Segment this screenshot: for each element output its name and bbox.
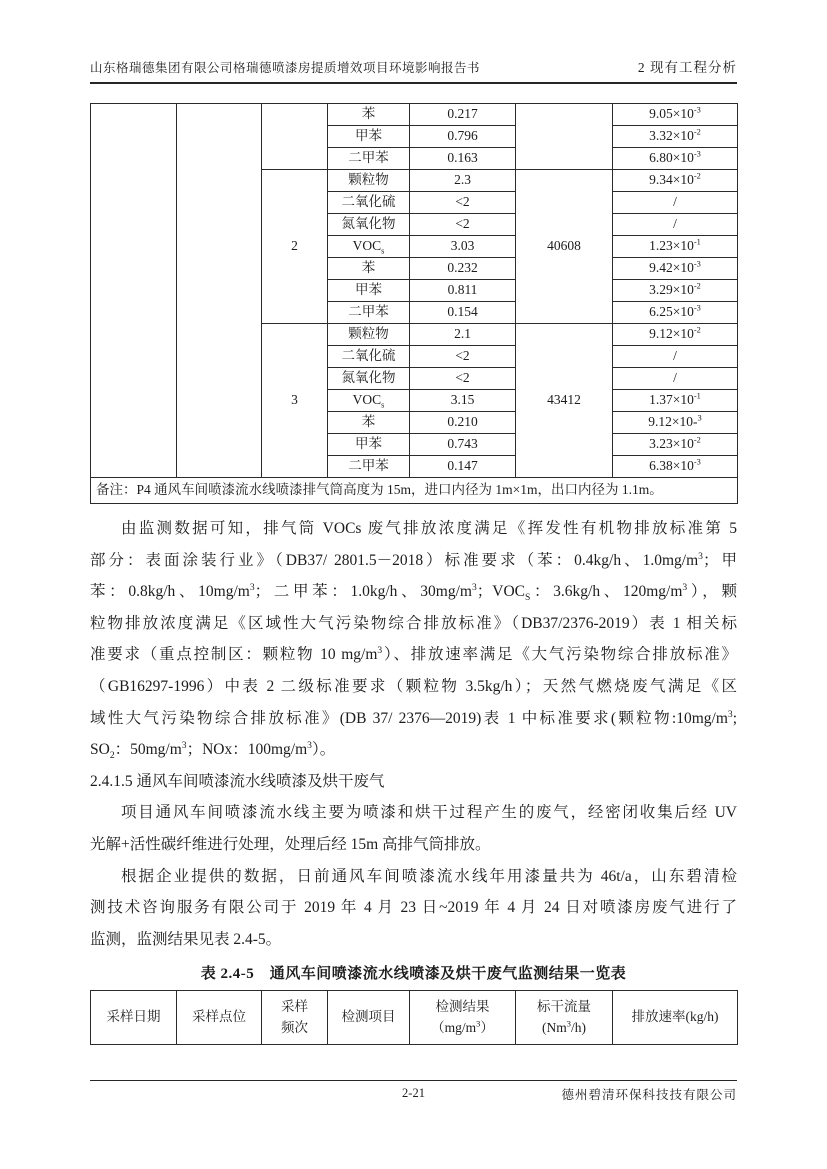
result-cell: 0.217 bbox=[410, 104, 516, 126]
result-cell: <2 bbox=[410, 214, 516, 236]
rate-cell: $9.12\times 10^{-2}$ bbox=[613, 324, 738, 346]
rate-cell: $9.34\times 10^{-2}$ bbox=[613, 170, 738, 192]
header-chapter: 2 现有工程分析 bbox=[637, 60, 737, 75]
page-content bbox=[90, 103, 737, 1045]
sample-point-cell bbox=[177, 104, 262, 478]
text-line: 由监测数据可知，排气筒 VOCs 废气排放浓度满足《挥发性有机物排放标准第 5 bbox=[121, 520, 737, 537]
column-header: 采样 频次 bbox=[262, 991, 328, 1045]
result-table-header-row bbox=[91, 991, 738, 1045]
item-cell: 二氧化硫 bbox=[328, 192, 410, 214]
rate-cell: $6.38\times 10^{-3}$ bbox=[613, 456, 738, 478]
page-number: 2-21 bbox=[402, 1086, 425, 1100]
result-cell: <2 bbox=[410, 368, 516, 390]
rate-cell: / bbox=[613, 346, 738, 368]
rate-cell: / bbox=[613, 214, 738, 236]
footer-company-name: 德州碧清环保科技技有限公司 bbox=[561, 1088, 737, 1102]
column-header: 采样点位 bbox=[177, 991, 262, 1045]
text-line: 测技术咨询服务有限公司于 2019 年 4 月 23 日~2019 年 4 月 24 日对喷漆房废气进行了 bbox=[90, 899, 737, 917]
text-line: 项目通风车间喷漆流水线主要为喷漆和烘干过程产生的废气，经密闭收集后经 UV bbox=[121, 804, 737, 822]
item-cell: 氮氧化物 bbox=[328, 368, 410, 390]
frequency-cell: 2 bbox=[262, 170, 328, 324]
item-cell: 甲苯 bbox=[328, 434, 410, 456]
column-header: 排放速率(kg/h) bbox=[613, 991, 738, 1045]
result-cell: 2.3 bbox=[410, 170, 516, 192]
item-cell: $VOC_s$ bbox=[328, 390, 410, 412]
text-line: 部分：表面涂装行业》（DB37/ 2801.5－2018）标准要求（苯：0.4kg/h、$1.0mg/m^3$；甲 bbox=[90, 550, 737, 569]
flow-cell: 40608 bbox=[516, 170, 613, 324]
column-header: 采样日期 bbox=[91, 991, 177, 1045]
result-table-2-4-5 bbox=[90, 990, 738, 1045]
item-cell: 二氧化硫 bbox=[328, 346, 410, 368]
text-line: 根据企业提供的数据，日前通风车间喷漆流水线年用漆量共为 46t/a，山东碧清检 bbox=[121, 867, 737, 885]
column-header: 检测结果 $(mg/m^3)$ bbox=[410, 991, 516, 1045]
rate-cell: $9.42\times 10^{-3}$ bbox=[613, 258, 738, 280]
monitoring-results-table bbox=[90, 103, 738, 504]
item-cell: 二甲苯 bbox=[328, 302, 410, 324]
item-cell: 二甲苯 bbox=[328, 148, 410, 170]
sample-date-cell bbox=[91, 104, 177, 478]
rate-cell: $6.25\times 10^{-3}$ bbox=[613, 302, 738, 324]
frequency-cell bbox=[262, 104, 328, 170]
rate-cell: 9.12×10-$^3$ bbox=[613, 412, 738, 434]
rate-cell: $9.05\times 10^{-3}$ bbox=[613, 104, 738, 126]
result-cell: 3.03 bbox=[410, 236, 516, 258]
flow-cell: 43412 bbox=[516, 324, 613, 478]
item-cell: 氮氧化物 bbox=[328, 214, 410, 236]
item-cell: 甲苯 bbox=[328, 280, 410, 302]
page-footer bbox=[90, 1080, 737, 1103]
result-cell: 0.811 bbox=[410, 280, 516, 302]
rate-cell: $3.32\times 10^{-2}$ bbox=[613, 126, 738, 148]
page-header bbox=[90, 56, 737, 84]
result-cell: 0.796 bbox=[410, 126, 516, 148]
rate-cell: $1.23\times 10^{-1}$ bbox=[613, 236, 738, 258]
text-line: 准要求（重点控制区：颗粒物 10 $mg/m^3$）、排放速率满足《大气污染物综合排放标准》 bbox=[90, 645, 737, 664]
text-line: （GB16297-1996）中表 2 二级标准要求（颗粒物 3.5kg/h）；天然气燃烧废气满足《区 bbox=[90, 677, 737, 695]
text-line: 监测，监测结果见表 2.4-5。 bbox=[90, 930, 282, 948]
result-cell: 0.163 bbox=[410, 148, 516, 170]
text-line: 粒物排放浓度满足《区域性大气污染物综合排放标准》（DB37/2376-2019）表 1 相关标 bbox=[90, 614, 737, 632]
monitoring-intro-paragraph bbox=[90, 861, 737, 956]
item-cell: 甲苯 bbox=[328, 126, 410, 148]
item-cell: $VOC_s$ bbox=[328, 236, 410, 258]
text-line: 光解+活性碳纤维进行处理，处理后经 15m 高排气筒排放。 bbox=[90, 835, 491, 853]
result-cell: 0.210 bbox=[410, 412, 516, 434]
standards-paragraph bbox=[90, 513, 737, 766]
rate-cell: / bbox=[613, 192, 738, 214]
item-cell: 苯 bbox=[328, 412, 410, 434]
result-cell: <2 bbox=[410, 346, 516, 368]
header-report-title: 山东格瑞德集团有限公司格瑞德喷漆房提质增效项目环境影响报告书 bbox=[90, 61, 481, 75]
section-heading-2415: 2.4.1.5 通风车间喷漆流水线喷漆及烘干废气 bbox=[90, 772, 385, 790]
text-line: $SO_2$：$50mg/m^3$；NOx：$100mg/m^3$）。 bbox=[90, 740, 336, 762]
rate-cell: / bbox=[613, 368, 738, 390]
result-cell: 0.154 bbox=[410, 302, 516, 324]
table-2-4-5-caption: 表 2.4-5 通风车间喷漆流水线喷漆及烘干废气监测结果一览表 bbox=[200, 966, 627, 983]
item-cell: 二甲苯 bbox=[328, 456, 410, 478]
item-cell: 苯 bbox=[328, 104, 410, 126]
result-cell: 0.232 bbox=[410, 258, 516, 280]
rate-cell: $6.80\times 10^{-3}$ bbox=[613, 148, 738, 170]
result-cell: 0.147 bbox=[410, 456, 516, 478]
result-cell: 3.15 bbox=[410, 390, 516, 412]
monitor-row bbox=[91, 104, 738, 126]
item-cell: 颗粒物 bbox=[328, 170, 410, 192]
note-cell: 备注：P4 通风车间喷漆流水线喷漆排气筒高度为 15m，进口内径为 1m×1m，出口内径为 1.1m。 bbox=[91, 478, 738, 504]
text-line: 苯：0.8kg/h、$10mg/m^3$；二甲苯：1.0kg/h、$30mg/m^3$；$VOC_S$：3.6kg/h、$120mg/m^3$），颗 bbox=[90, 582, 737, 604]
rate-cell: $3.29\times 10^{-2}$ bbox=[613, 280, 738, 302]
text-line: 域性大气污染物综合排放标准》(DB 37/ 2376—2019)表 1 中标准要求(颗粒物$:10mg/m^3$; bbox=[90, 708, 737, 727]
column-header: 标干流量 (Nm$^3$/h) bbox=[516, 991, 613, 1045]
rate-cell: $3.23\times 10^{-2}$ bbox=[613, 434, 738, 456]
process-paragraph bbox=[90, 797, 737, 860]
result-cell: <2 bbox=[410, 192, 516, 214]
flow-cell bbox=[516, 104, 613, 170]
result-cell: 0.743 bbox=[410, 434, 516, 456]
result-cell: 2.1 bbox=[410, 324, 516, 346]
frequency-cell: 3 bbox=[262, 324, 328, 478]
item-cell: 颗粒物 bbox=[328, 324, 410, 346]
rate-cell: $1.37\times 10^{-1}$ bbox=[613, 390, 738, 412]
note-row bbox=[91, 478, 738, 504]
item-cell: 苯 bbox=[328, 258, 410, 280]
column-header: 检测项目 bbox=[328, 991, 410, 1045]
